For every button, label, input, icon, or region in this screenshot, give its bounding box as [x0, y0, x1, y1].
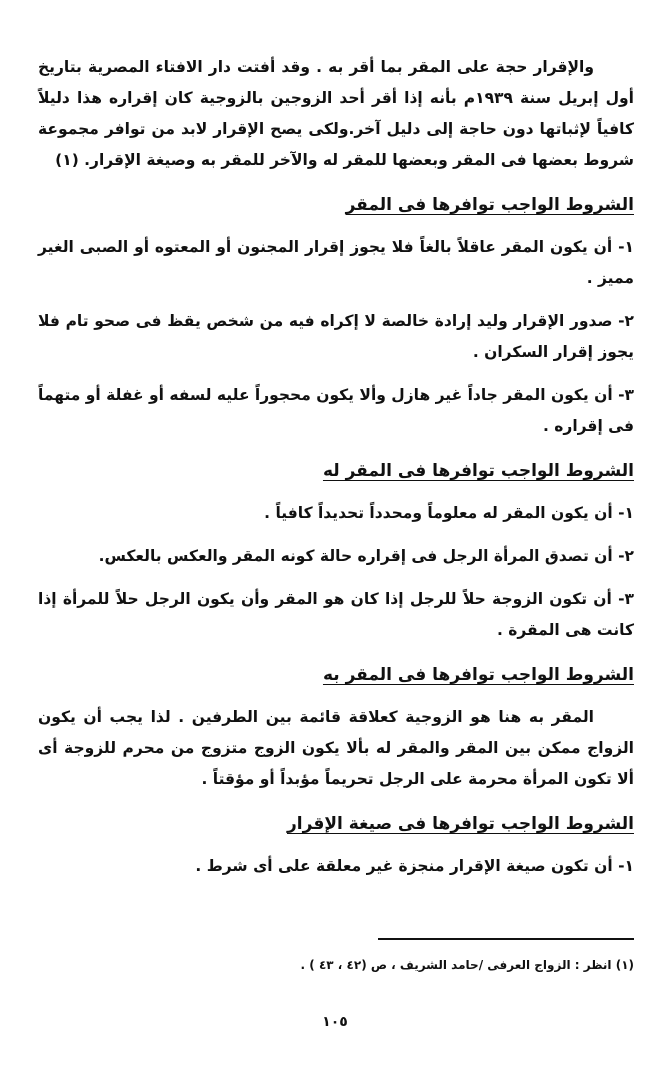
list-item: ٢- أن تصدق المرأة الرجل فى إقراره حالة كونه المقر والعكس بالعكس. [98, 547, 634, 565]
page-content [38, 52, 634, 894]
footnote: (١) انظر : الزواج العرفى /حامد الشريف ، ص (٤٢ ، ٤٣ ) . [300, 958, 634, 972]
list-item: ٢- صدور الإقرار وليد إرادة خالصة لا إكراه فيه من شخص يقظ فى صحو تام فلا يجوز إقرار السكران . [38, 312, 634, 361]
section-heading-sigha: الشروط الواجب توافرها فى صيغة الإقرار [287, 814, 634, 834]
list-item: ١- أن يكون المقر عاقلاً بالغاً فلا يجوز إقرار المجنون أو المعتوه أو الصبى الغير مميز . [38, 238, 634, 287]
list-item: ١- أن يكون المقر له معلوماً ومحدداً تحديداً كافياً . [264, 504, 634, 522]
section-heading-muqar-lahu: الشروط الواجب توافرها فى المقر له [322, 461, 634, 481]
section-heading-muqir: الشروط الواجب توافرها فى المقر [345, 195, 634, 215]
list-item: ٣- أن تكون الزوجة حلاً للرجل إذا كان هو المقر وأن يكون الرجل حلاً للمرأة إذا كانت هى المقرة . [38, 590, 634, 639]
list-item: ١- أن تكون صيغة الإقرار منجزة غير معلقة على أى شرط . [195, 857, 634, 875]
section-paragraph: المقر به هنا هو الزوجية كعلاقة قائمة بين الطرفين . لذا يجب أن يكون الزواج ممكن بين المقر والمقر له بألا يكون الزوج متزوج من محرم للزوجة أى ألا تكون المرأة محرمة على الرجل تحريماً مؤبداً أو مؤقتاً . [38, 708, 634, 788]
list-item: ٣- أن يكون المقر جاداً غير هازل وألا يكون محجوراً عليه لسفه أو غفلة أو متهماً فى إقراره . [38, 386, 634, 435]
intro-paragraph: والإقرار حجة على المقر بما أقر به . وقد أفتت دار الافتاء المصرية بتاريخ أول إبريل سنة ١٩٣٩م بأنه إذا أقر أحد الزوجين بالزوجية كان إقراره هذا دليلاً كافياً لإثباتها دون حاجة إلى دليل آخر.ولكى يصح الإقرار لابد من توافر مجموعة شروط بعضها فى المقر وبعضها للمقر له والآخر للمقر به وصيغة الإقرار. (١) [38, 58, 634, 169]
footnote-divider [378, 938, 634, 940]
section-heading-muqar-bihi: الشروط الواجب توافرها فى المقر به [322, 665, 634, 685]
page-number: ١٠٥ [322, 1014, 348, 1030]
